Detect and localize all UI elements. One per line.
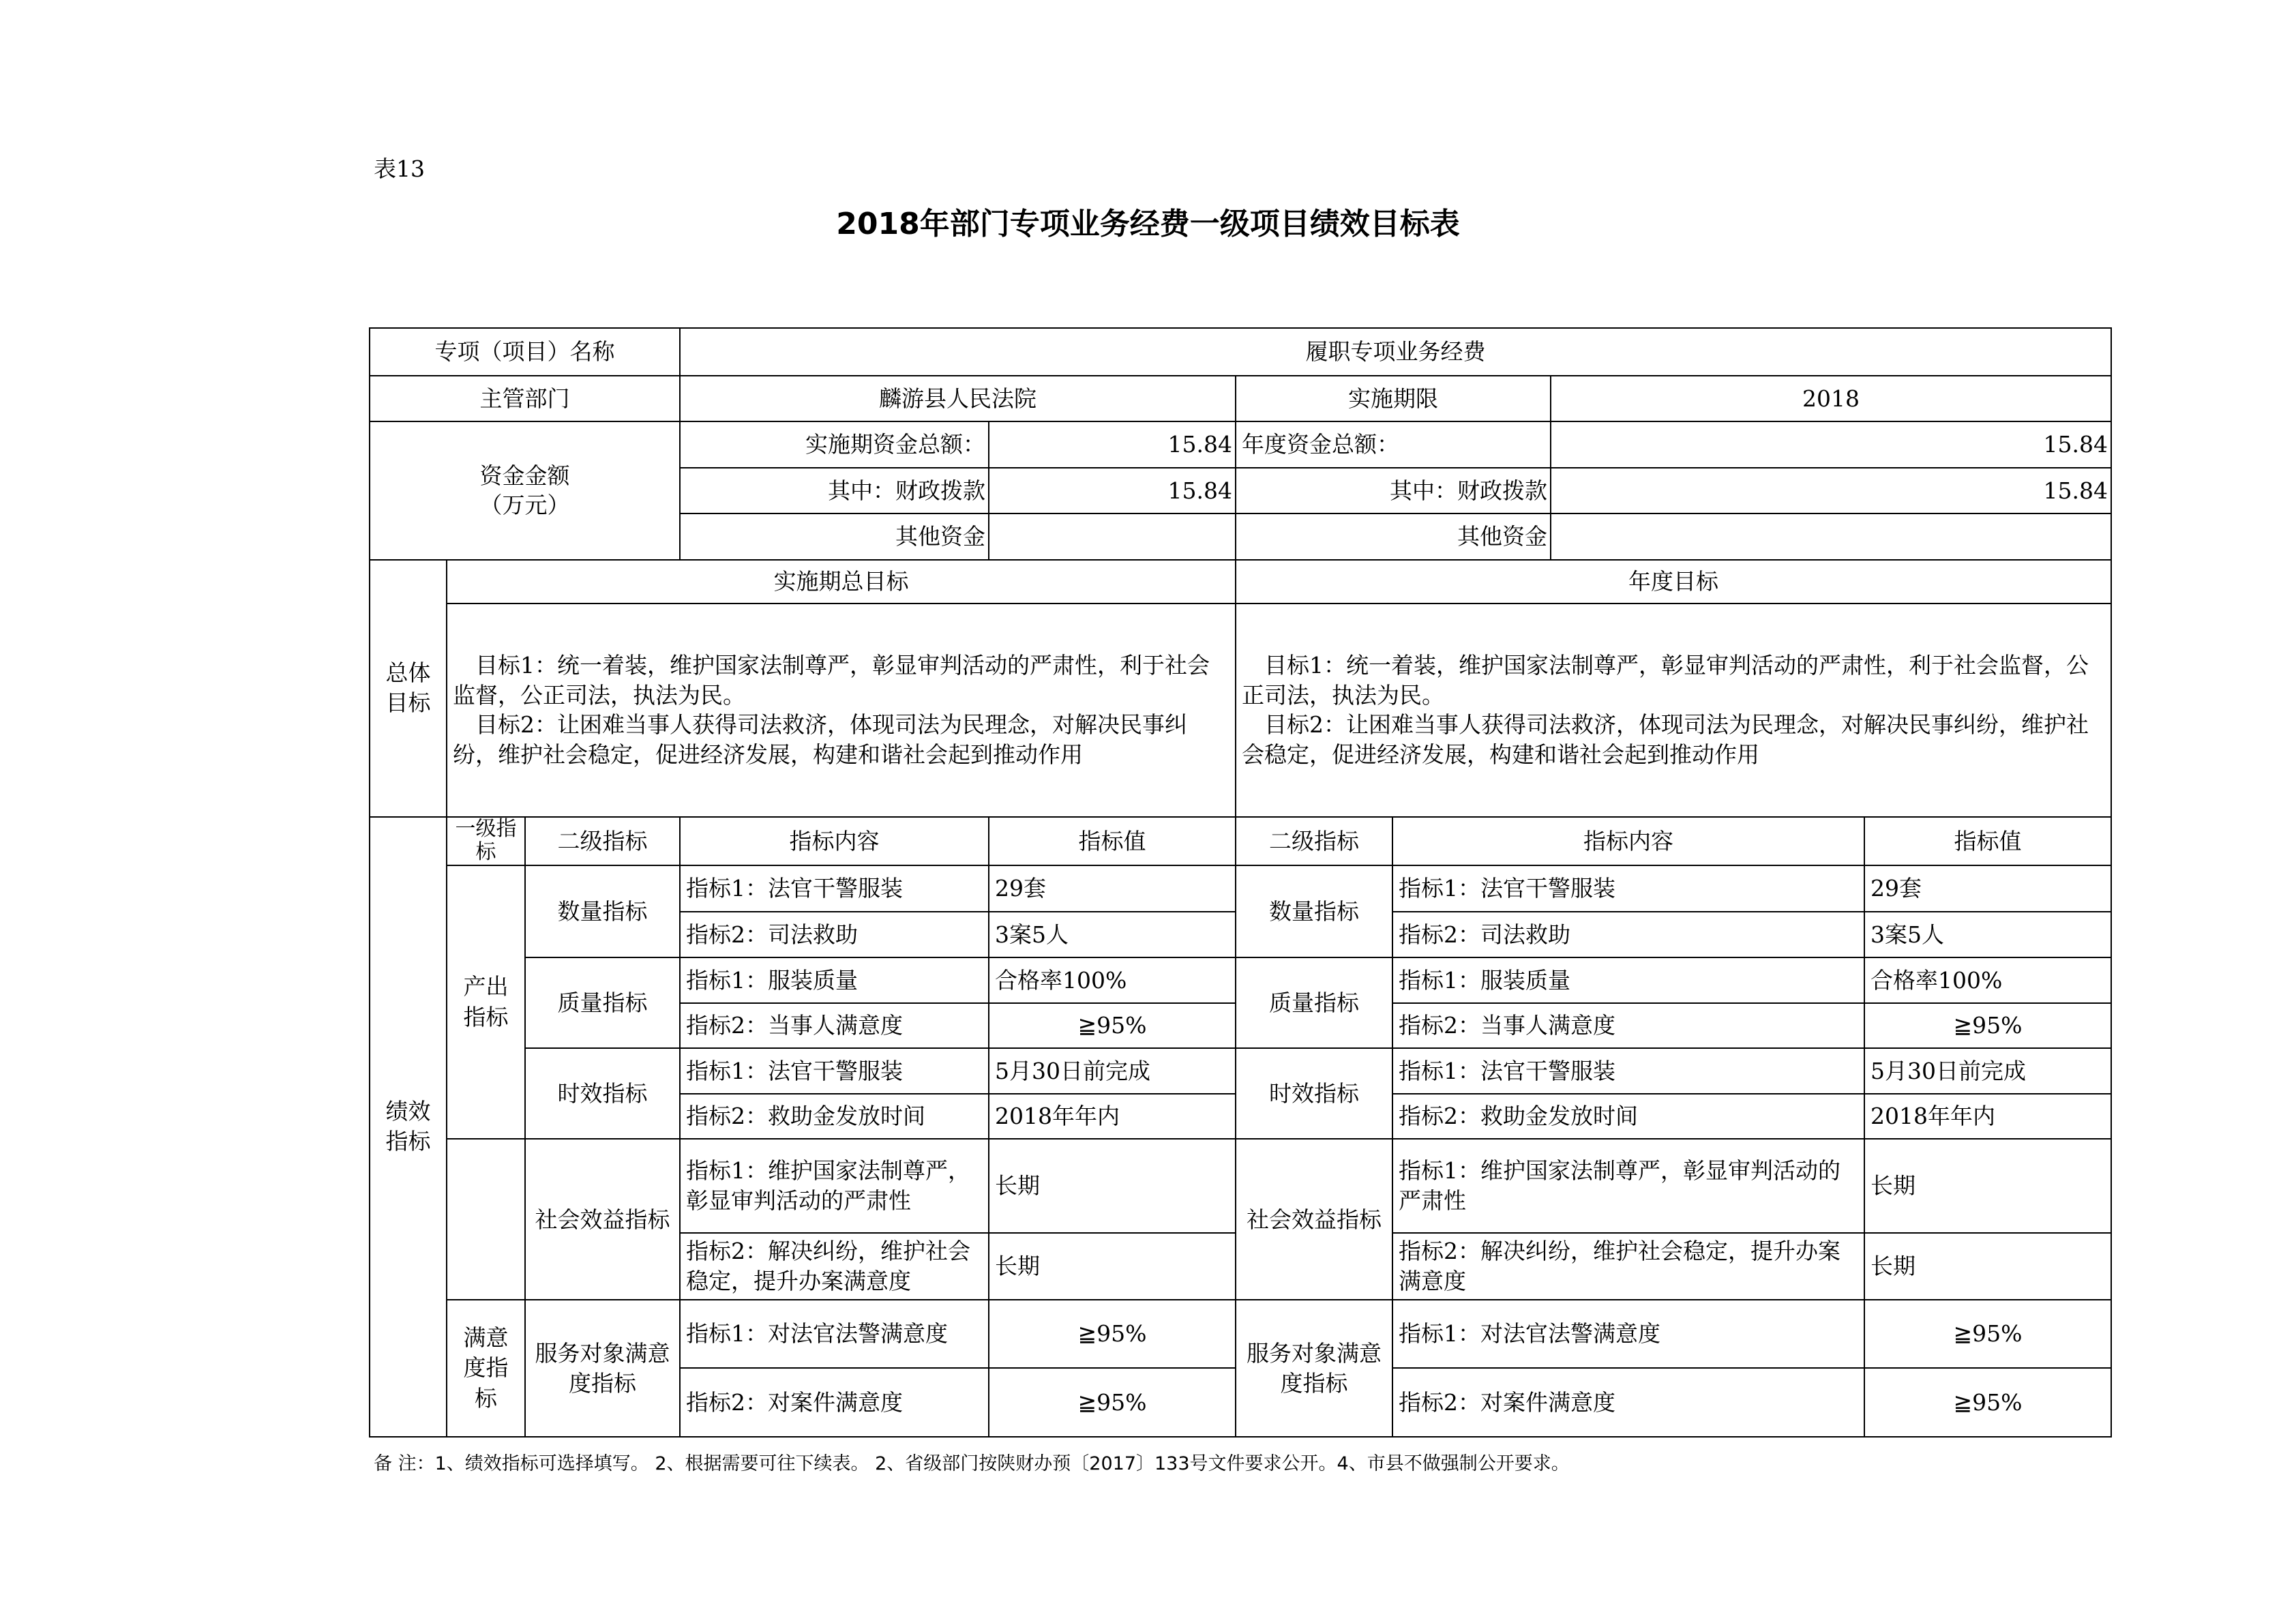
annual-other-value (1551, 513, 2111, 560)
project-name-label: 专项（项目）名称 (370, 328, 680, 376)
social-item-2: 指标2：解决纠纷，维护社会稳定，提升办案满意度 (680, 1233, 989, 1300)
page-title: 2018年部门专项业务经费一级项目绩效目标表 (836, 207, 1460, 241)
content-header: 指标内容 (680, 817, 989, 866)
level2-header-annual: 二级指标 (1236, 817, 1392, 866)
table-row (370, 865, 2111, 912)
dept-value: 麟游县人民法院 (680, 376, 1236, 422)
period-total-value: 15.84 (989, 421, 1236, 468)
period-goal-2: 目标2：让困难当事人获得司法救济，体现司法为民理念，对解决民事纠纷，维护社会稳定，促进经济发展，构建和谐社会起到推动作用 (453, 711, 1187, 768)
period-fiscal-label: 其中：财政拨款 (680, 468, 989, 514)
annual-goals-header: 年度目标 (1236, 560, 2111, 604)
timeliness-label: 时效指标 (525, 1048, 680, 1139)
output-indicators-label: 产出指标 (447, 865, 525, 1139)
quantity-label-annual: 数量指标 (1236, 865, 1392, 957)
period-other-value (989, 513, 1236, 560)
service-value-2: ≧95% (989, 1368, 1236, 1437)
dept-label: 主管部门 (370, 376, 680, 422)
quantity-item-2-annual: 指标2：司法救助 (1392, 912, 1864, 958)
effect-indicators-blank (447, 1139, 525, 1300)
table-row (370, 817, 2111, 866)
period-goals-text (447, 604, 1236, 816)
value-header-annual: 指标值 (1864, 817, 2111, 866)
table-row (370, 957, 2111, 1003)
table-row (370, 604, 2111, 816)
funds-unit: （万元） (479, 492, 570, 519)
timeliness-item-2: 指标2：救助金发放时间 (680, 1094, 989, 1140)
social-value-1-annual: 长期 (1864, 1139, 2111, 1232)
quality-item-1-annual: 指标1：服装质量 (1392, 957, 1864, 1003)
period-value: 2018 (1551, 376, 2111, 422)
service-satisfaction-label-annual: 服务对象满意度指标 (1236, 1300, 1392, 1437)
project-name-value: 履职专项业务经费 (680, 328, 2111, 376)
social-value-2: 长期 (989, 1233, 1236, 1300)
period-label: 实施期限 (1236, 376, 1551, 422)
satisfaction-indicators-label: 满意度指标 (447, 1300, 525, 1437)
timeliness-item-2-annual: 指标2：救助金发放时间 (1392, 1094, 1864, 1140)
quality-item-2: 指标2：当事人满意度 (680, 1003, 989, 1049)
quality-label: 质量指标 (525, 957, 680, 1048)
social-label: 社会效益指标 (525, 1139, 680, 1300)
quality-value-2-annual: ≧95% (1864, 1003, 2111, 1049)
social-item-1: 指标1：维护国家法制尊严，彰显审判活动的严肃性 (680, 1139, 989, 1232)
quantity-label: 数量指标 (525, 865, 680, 957)
level1-header: 一级指标 (447, 817, 525, 866)
table-row (370, 328, 2111, 376)
annual-other-label: 其他资金 (1236, 513, 1551, 560)
period-goal-1: 目标1：统一着装，维护国家法制尊严，彰显审判活动的严肃性，利于社会监督，公正司法，执法为民。 (453, 652, 1210, 709)
table-row (370, 1048, 2111, 1094)
service-item-2-annual: 指标2：对案件满意度 (1392, 1368, 1864, 1437)
timeliness-label-annual: 时效指标 (1236, 1048, 1392, 1139)
social-value-2-annual: 长期 (1864, 1233, 2111, 1300)
period-other-label: 其他资金 (680, 513, 989, 560)
quantity-item-1: 指标1：法官干警服装 (680, 865, 989, 912)
annual-goals-text (1236, 604, 2111, 816)
service-item-1-annual: 指标1：对法官法警满意度 (1392, 1300, 1864, 1368)
service-item-2: 指标2：对案件满意度 (680, 1368, 989, 1437)
social-label-annual: 社会效益指标 (1236, 1139, 1392, 1300)
annual-goal-1: 目标1：统一着装，维护国家法制尊严，彰显审判活动的严肃性，利于社会监督，公正司法，执法为民。 (1242, 652, 2089, 709)
annual-total-value: 15.84 (1551, 421, 2111, 468)
service-value-1: ≧95% (989, 1300, 1236, 1368)
social-item-1-annual: 指标1：维护国家法制尊严，彰显审判活动的严肃性 (1392, 1139, 1864, 1232)
performance-indicators-label: 绩效指标 (370, 817, 447, 1437)
social-item-2-annual: 指标2：解决纠纷，维护社会稳定，提升办案满意度 (1392, 1233, 1864, 1300)
timeliness-item-1: 指标1：法官干警服装 (680, 1048, 989, 1094)
quality-value-1: 合格率100% (989, 957, 1236, 1003)
quality-value-1-annual: 合格率100% (1864, 957, 2111, 1003)
quantity-item-2: 指标2：司法救助 (680, 912, 989, 958)
table-row (370, 560, 2111, 604)
quality-value-2: ≧95% (989, 1003, 1236, 1049)
table-row (370, 421, 2111, 468)
service-value-1-annual: ≧95% (1864, 1300, 2111, 1368)
quality-item-2-annual: 指标2：当事人满意度 (1392, 1003, 1864, 1049)
content-header-annual: 指标内容 (1392, 817, 1864, 866)
service-value-2-annual: ≧95% (1864, 1368, 2111, 1437)
quantity-value-2-annual: 3案5人 (1864, 912, 2111, 958)
funds-label: 资金金额 (479, 462, 570, 489)
overall-goals-label: 总体目标 (370, 560, 447, 817)
timeliness-value-1-annual: 5月30日前完成 (1864, 1048, 2111, 1094)
timeliness-value-2: 2018年年内 (989, 1094, 1236, 1140)
quantity-value-1-annual: 29套 (1864, 865, 2111, 912)
performance-target-table (369, 327, 2112, 1438)
annual-fiscal-label: 其中：财政拨款 (1236, 468, 1551, 514)
table-number-label: 表13 (374, 155, 425, 182)
table-row (370, 376, 2111, 422)
quantity-value-1: 29套 (989, 865, 1236, 912)
timeliness-item-1-annual: 指标1：法官干警服装 (1392, 1048, 1864, 1094)
social-value-1: 长期 (989, 1139, 1236, 1232)
table-row (370, 1139, 2111, 1232)
annual-fiscal-value: 15.84 (1551, 468, 2111, 514)
annual-total-label: 年度资金总额： (1236, 421, 1551, 468)
service-item-1: 指标1：对法官法警满意度 (680, 1300, 989, 1368)
quantity-value-2: 3案5人 (989, 912, 1236, 958)
period-fiscal-value: 15.84 (989, 468, 1236, 514)
timeliness-value-2-annual: 2018年年内 (1864, 1094, 2111, 1140)
value-header: 指标值 (989, 817, 1236, 866)
annual-goal-2: 目标2：让困难当事人获得司法救济，体现司法为民理念，对解决民事纠纷，维护社会稳定，促进经济发展，构建和谐社会起到推动作用 (1242, 711, 2089, 768)
quality-item-1: 指标1：服装质量 (680, 957, 989, 1003)
period-total-label: 实施期资金总额： (680, 421, 989, 468)
table-row (370, 1300, 2111, 1368)
quantity-item-1-annual: 指标1：法官干警服装 (1392, 865, 1864, 912)
funds-label-cell (370, 421, 680, 560)
quality-label-annual: 质量指标 (1236, 957, 1392, 1048)
period-goals-header: 实施期总目标 (447, 560, 1236, 604)
timeliness-value-1: 5月30日前完成 (989, 1048, 1236, 1094)
footer-note: 备 注：1、绩效指标可选择填写。 2、根据需要可往下续表。 2、省级部门按陕财办预〔2017〕133号文件要求公开。4、市县不做强制公开要求。 (374, 1453, 1570, 1474)
level2-header: 二级指标 (525, 817, 680, 866)
service-satisfaction-label: 服务对象满意度指标 (525, 1300, 680, 1437)
